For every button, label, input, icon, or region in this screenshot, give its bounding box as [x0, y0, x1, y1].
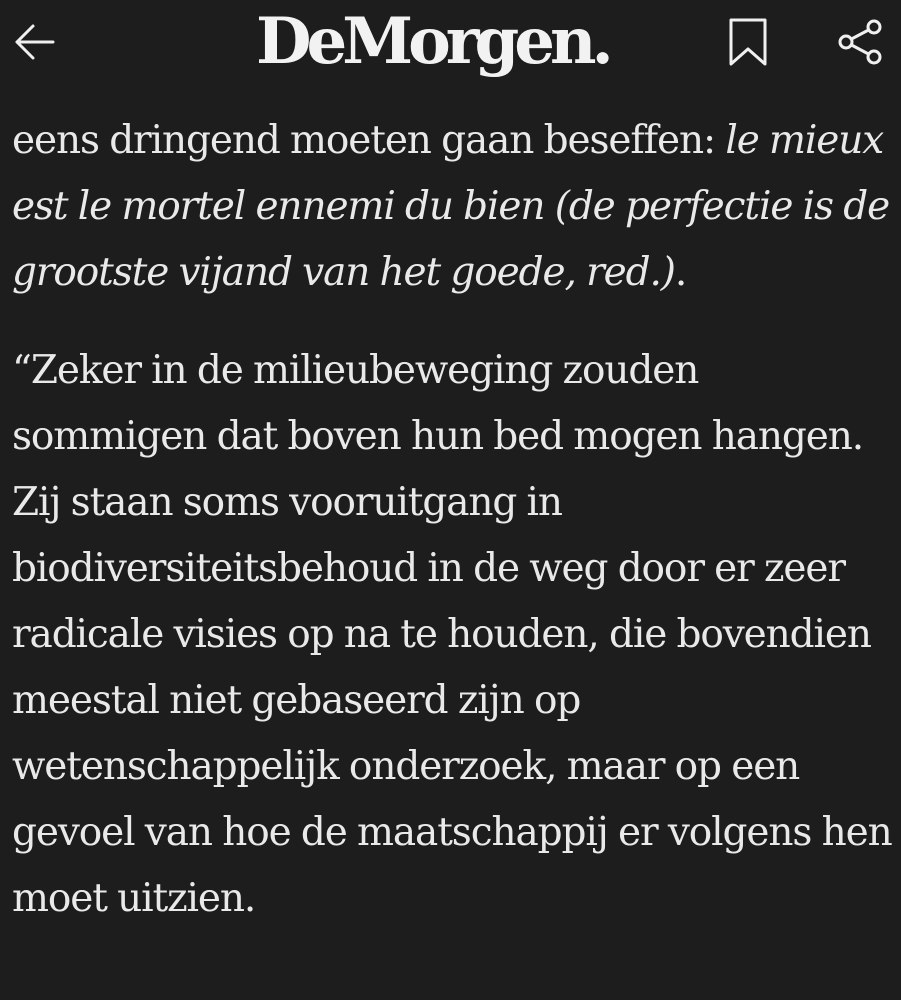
- paragraph-end: .: [674, 250, 687, 295]
- article-paragraph: “Zeker in de milieubeweging zouden sommigen dat boven hun bed mogen hangen. Zij staan soms vooruitgang in biodiversiteitsbehoud in de weg door er zeer radicale visies op na te houden, die bovendien meestal niet gebaseerd zijn op wetenschappelijk onderzoek, maar op een gevoel van hoe de maatschappij er volgens hen moet uitzien.: [12, 348, 892, 921]
- article-body: [12, 108, 897, 964]
- back-button[interactable]: [4, 12, 64, 72]
- french-quote: le mieux est le mortel ennemi du bien (de perfectie is de grootste vijand van het goede, red.): [12, 118, 890, 295]
- bookmark-button[interactable]: [718, 12, 778, 72]
- share-icon: [835, 17, 885, 67]
- arrow-left-icon: [9, 17, 59, 67]
- bookmark-icon: [728, 17, 768, 67]
- site-logo[interactable]: DeMorgen.: [256, 4, 609, 79]
- top-bar: [0, 0, 901, 100]
- article-paragraph: [12, 108, 897, 306]
- paragraph-text: eens dringend moeten gaan beseffen:: [12, 118, 726, 163]
- share-button[interactable]: [830, 12, 890, 72]
